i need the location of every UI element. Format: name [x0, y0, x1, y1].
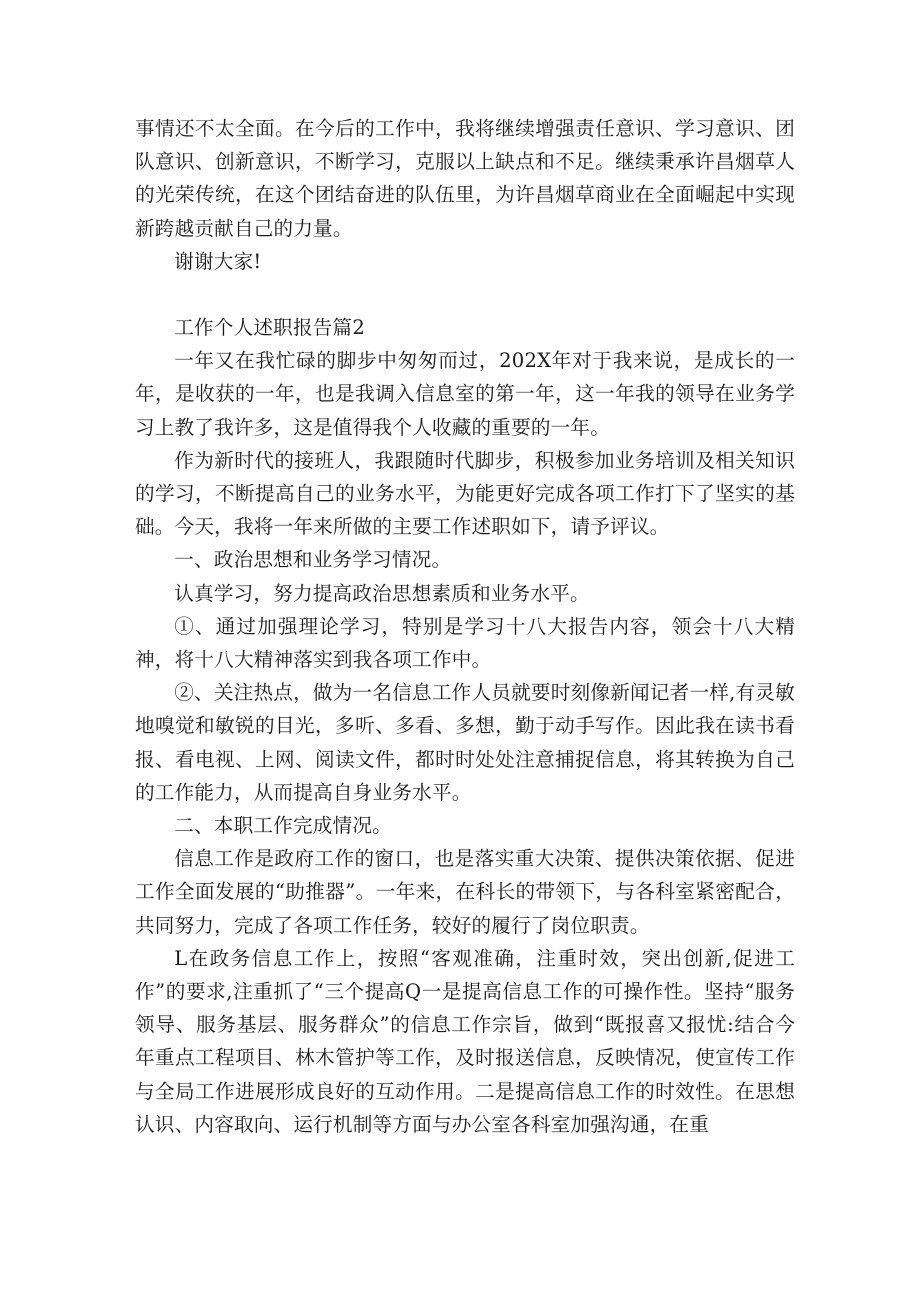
section-heading: 工作个人述职报告篇2	[174, 316, 365, 340]
paragraph-continuation: 事情还不太全面。在今后的工作中，我将继续增强责任意识、学习意识、团队意识、创新意识，不断学习，克服以上缺点和不足。继续秉承许昌烟草人的光荣传统，在这个团结奋进的队伍里，为许昌烟草商业在全面崛起中实现新跨越贡献自己的力量。	[135, 117, 795, 240]
paragraph-thanks: 谢谢大家!	[174, 249, 262, 273]
paragraph-study: 认真学习，努力提高政治思想素质和业务水平。	[174, 581, 590, 605]
list-item-1: ①、通过加强理论学习，特别是学习十八大报告内容，领会十八大精神，将十八大精神落实到我各项工作中。	[135, 614, 795, 672]
heading-job-completion: 二、本职工作完成情况。	[174, 814, 392, 838]
paragraph-intro: 一年又在我忙碌的脚步中匆匆而过，202X年对于我来说，是成长的一年，是收获的一年，也是我调入信息室的第一年，这一年我的领导在业务学习上教了我许多，这是值得我个人收藏的重要的一年。	[135, 349, 795, 439]
paragraph-gov-info: L在政务信息工作上，按照“客观准确，注重时效，突出创新,促进工作”的要求,注重抓了“三个提高Q一是提高信息工作的可操作性。坚持“服务领导、服务基层、服务群众”的信息工作宗旨，做到“既报喜又报忧:结合今年重点工程项目、林木管护等工作，及时报送信息，反映情况，使宣传工作与全局工作进展形成良好的互动作用。二是提高信息工作的时效性。在思想认识、内容取向、运行机制等方面与办公室各科室加强沟通，在重	[135, 946, 795, 1136]
blank-line	[135, 278, 795, 311]
document-body	[135, 112, 795, 1141]
paragraph-summary: 作为新时代的接班人，我跟随时代脚步，积极参加业务培训及相关知识的学习，不断提高自己的业务水平，为能更好完成各项工作打下了坚实的基础。今天，我将一年来所做的主要工作述职如下，请予评议。	[135, 448, 795, 539]
heading-political-study: 一、政治思想和业务学习情况。	[174, 548, 452, 572]
list-item-2: ②、关注热点，做为一名信息工作人员就要时刻像新闻记者一样,有灵敏地嗅觉和敏锐的目光，多听、多看、多想，勤于动手写作。因此我在读书看报、看电视、上网、阅读文件，都时时处处注意捕捉信息，将其转换为自己的工作能力，从而提高自身业务水平。	[135, 681, 795, 804]
paragraph-info-work: 信息工作是政府工作的窗口，也是落实重大决策、提供决策依据、促进工作全面发展的“助推器”。一年来，在科长的带领下，与各科室紧密配合，共同努力，完成了各项工作任务，较好的履行了岗位职责。	[135, 847, 795, 937]
